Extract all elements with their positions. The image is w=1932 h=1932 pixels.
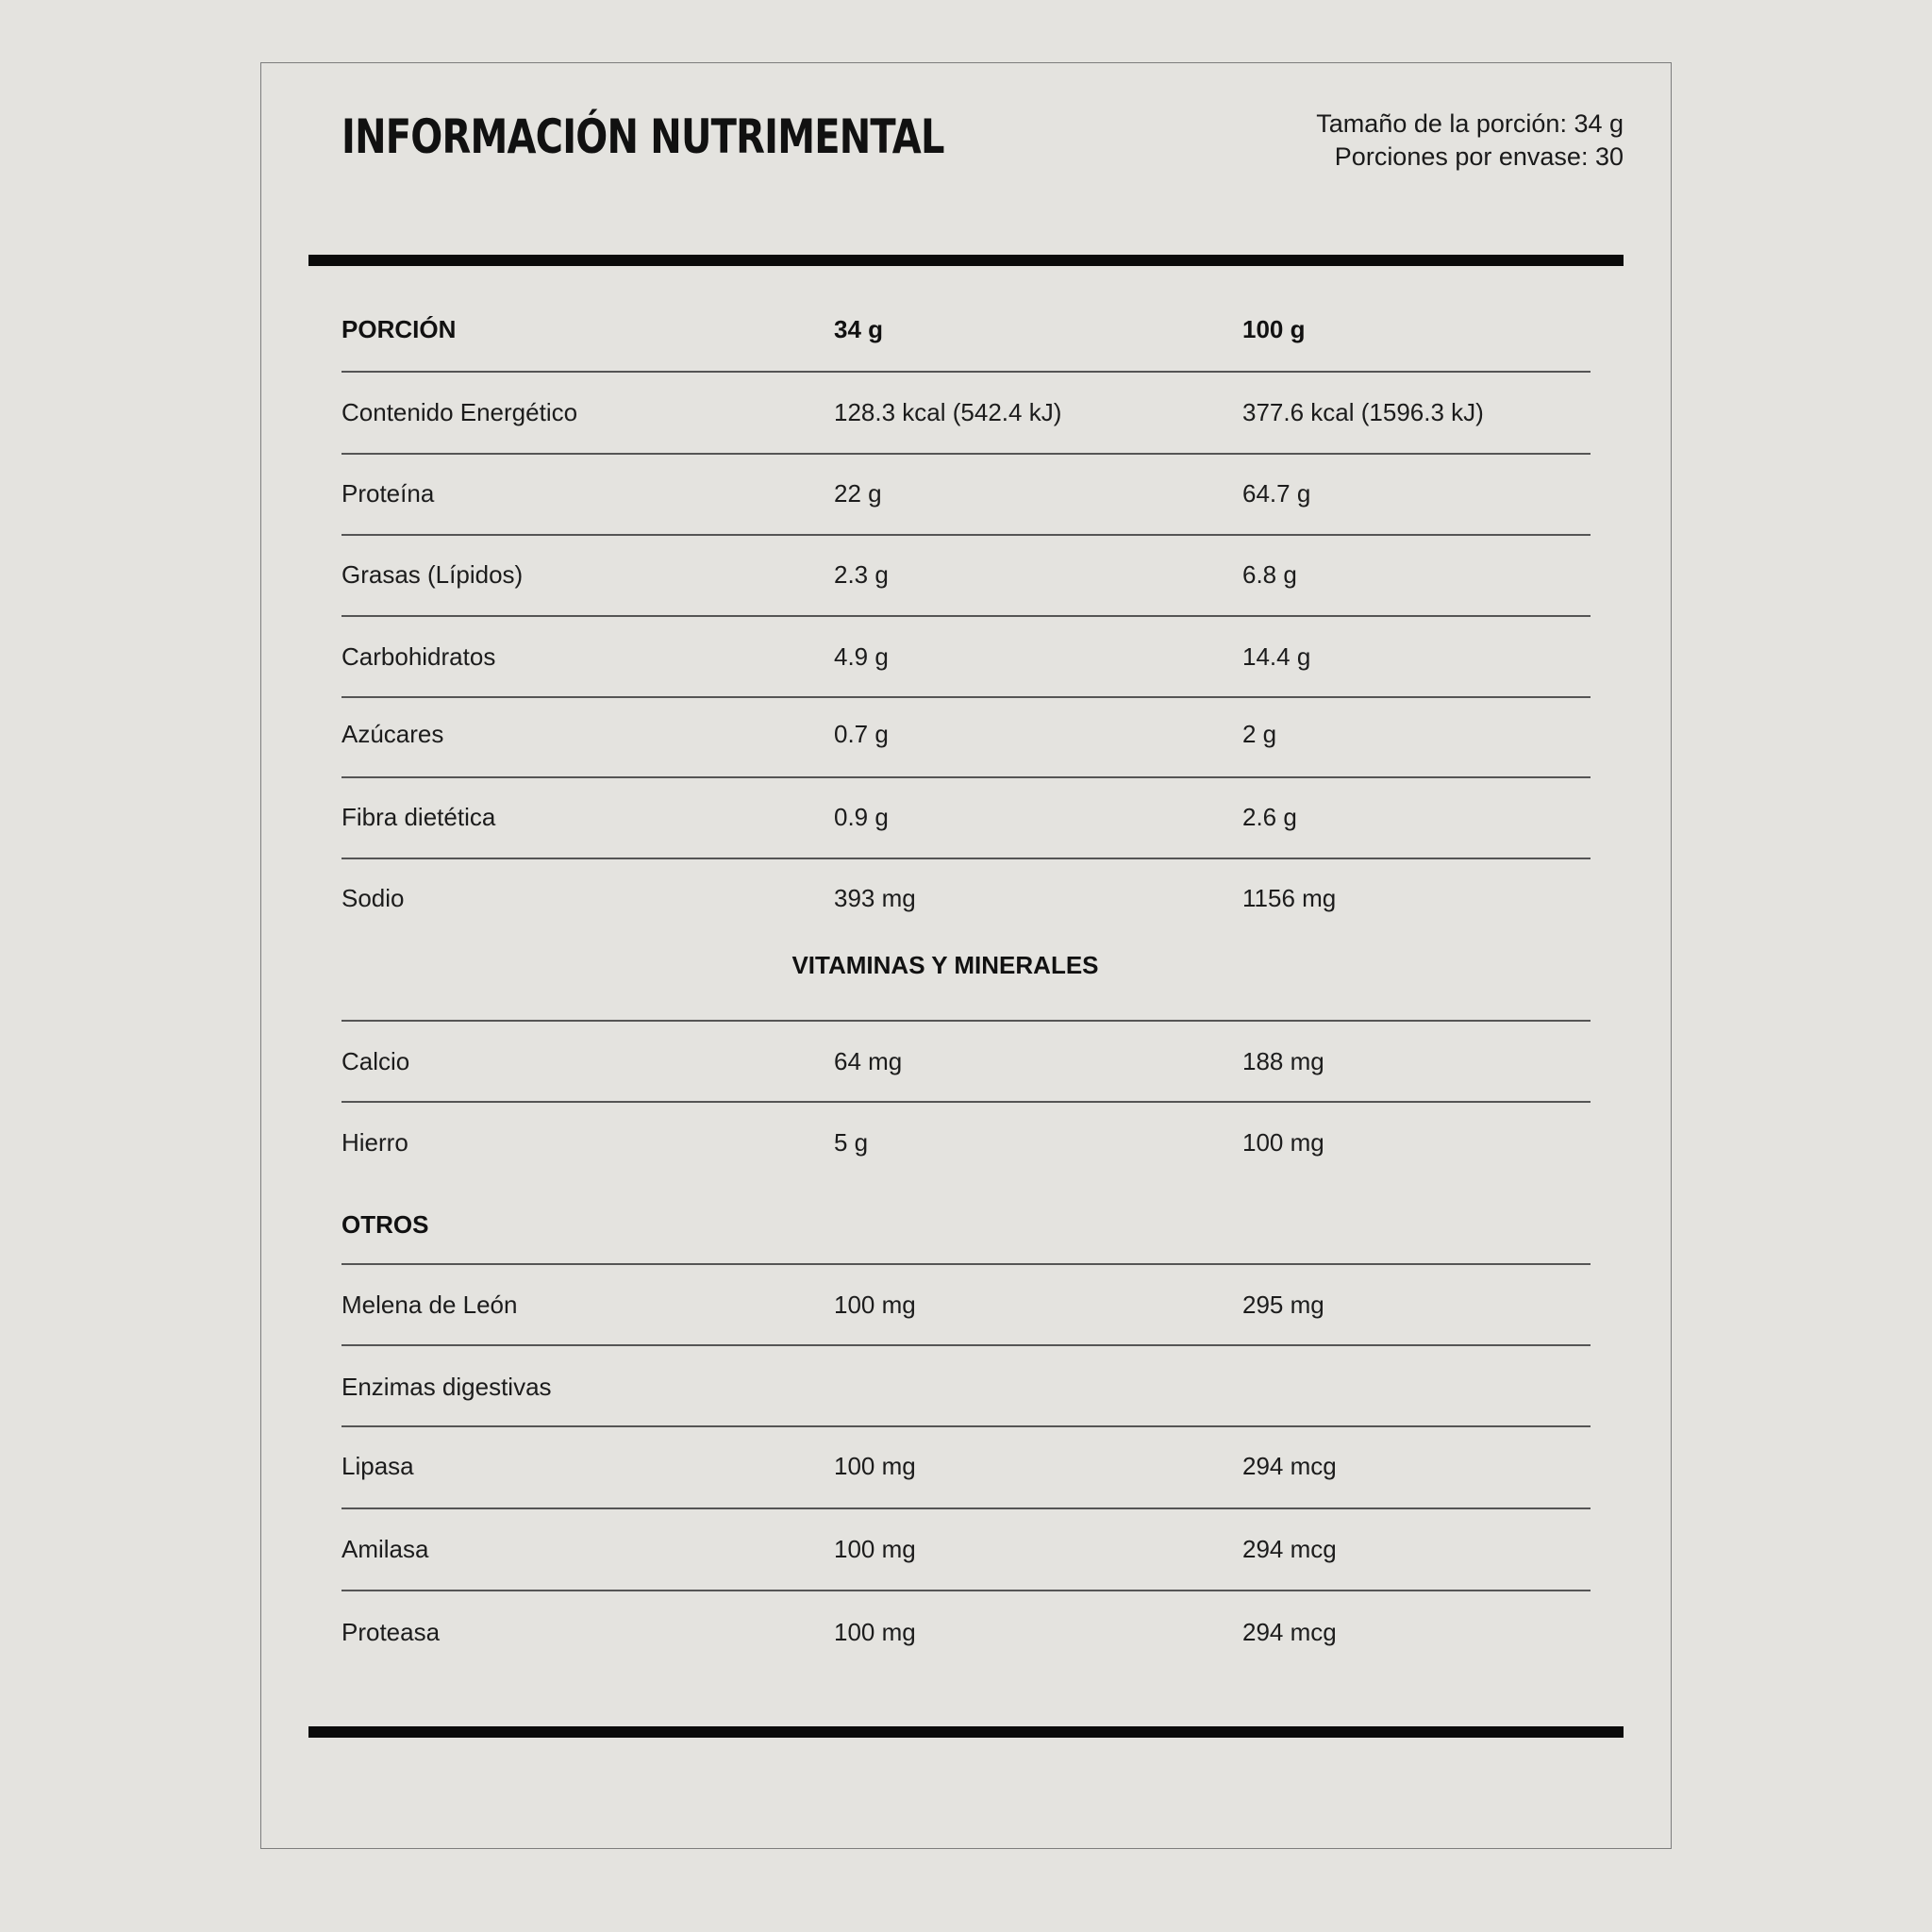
nutrient-name: Grasas (Lípidos) bbox=[341, 560, 524, 589]
vitamins-minerals-heading: VITAMINAS Y MINERALES bbox=[791, 951, 1099, 979]
nutrient-per-serving: 100 mg bbox=[834, 1535, 916, 1563]
nutrient-name: Proteína bbox=[341, 479, 435, 508]
others-heading: OTROS bbox=[341, 1210, 429, 1239]
row-divider bbox=[341, 1590, 1591, 1591]
nutrient-per-serving: 100 mg bbox=[834, 1291, 916, 1319]
nutrient-name: Amilasa bbox=[341, 1535, 429, 1563]
nutrient-name: Fibra dietética bbox=[341, 803, 496, 831]
nutrient-name: Contenido Energético bbox=[341, 398, 578, 426]
nutrient-per-100g: 14.4 g bbox=[1242, 642, 1311, 671]
nutrient-per-serving: 4.9 g bbox=[834, 642, 889, 671]
nutrient-per-serving: 0.7 g bbox=[834, 720, 889, 748]
nutrient-per-serving: 100 mg bbox=[834, 1452, 916, 1480]
nutrient-per-serving: 2.3 g bbox=[834, 560, 889, 589]
nutrient-per-serving: 128.3 kcal (542.4 kJ) bbox=[834, 398, 1062, 426]
nutrient-per-100g: 1156 mg bbox=[1242, 884, 1337, 912]
nutrient-per-100g: 100 mg bbox=[1242, 1128, 1324, 1157]
row-divider bbox=[341, 1507, 1591, 1509]
nutrient-per-serving: 100 mg bbox=[834, 1618, 916, 1646]
row-divider bbox=[341, 1101, 1591, 1103]
nutrient-per-100g: 6.8 g bbox=[1242, 560, 1297, 589]
row-divider bbox=[341, 696, 1591, 698]
row-divider bbox=[341, 1344, 1591, 1346]
serving-size-text: Tamaño de la porción: 34 g bbox=[1316, 109, 1624, 138]
row-divider bbox=[341, 1263, 1591, 1265]
row-divider bbox=[341, 776, 1591, 778]
bottom-thick-rule bbox=[308, 1726, 1624, 1738]
nutrient-name: Carbohidratos bbox=[341, 642, 496, 671]
row-divider bbox=[341, 1425, 1591, 1427]
row-divider bbox=[341, 371, 1591, 373]
column-header-per-serving: 34 g bbox=[834, 315, 884, 343]
row-divider bbox=[341, 453, 1591, 455]
serving-info bbox=[1316, 108, 1624, 174]
nutrient-per-100g: 188 mg bbox=[1242, 1047, 1324, 1075]
nutrient-name: Enzimas digestivas bbox=[341, 1373, 552, 1401]
nutrient-per-100g: 295 mg bbox=[1242, 1291, 1324, 1319]
nutrient-name: Azúcares bbox=[341, 720, 444, 748]
nutrient-per-serving: 22 g bbox=[834, 479, 882, 508]
nutrient-per-serving: 5 g bbox=[834, 1128, 869, 1157]
nutrient-per-100g: 2 g bbox=[1242, 720, 1277, 748]
nutrient-per-100g: 377.6 kcal (1596.3 kJ) bbox=[1242, 398, 1484, 426]
nutrient-per-100g: 294 mcg bbox=[1242, 1618, 1337, 1646]
nutrient-per-serving: 64 mg bbox=[834, 1047, 903, 1075]
nutrient-per-100g: 294 mcg bbox=[1242, 1452, 1337, 1480]
nutrient-per-serving: 0.9 g bbox=[834, 803, 889, 831]
nutrient-per-100g: 294 mcg bbox=[1242, 1535, 1337, 1563]
row-divider bbox=[341, 615, 1591, 617]
nutrient-per-serving: 393 mg bbox=[834, 884, 916, 912]
nutrient-name: Calcio bbox=[341, 1047, 410, 1075]
nutrient-name: Hierro bbox=[341, 1128, 408, 1157]
nutrient-per-100g: 2.6 g bbox=[1242, 803, 1297, 831]
label-title: INFORMACIÓN NUTRIMENTAL bbox=[341, 109, 944, 164]
nutrient-name: Proteasa bbox=[341, 1618, 441, 1646]
row-divider bbox=[341, 534, 1591, 536]
column-header-per-100g: 100 g bbox=[1242, 315, 1306, 343]
servings-per-container-text: Porciones por envase: 30 bbox=[1334, 142, 1624, 171]
nutrient-name: Sodio bbox=[341, 884, 405, 912]
nutrient-name: Lipasa bbox=[341, 1452, 414, 1480]
column-header-portion: PORCIÓN bbox=[341, 315, 457, 343]
row-divider bbox=[341, 1020, 1591, 1022]
top-thick-rule bbox=[308, 255, 1624, 266]
nutrient-per-100g: 64.7 g bbox=[1242, 479, 1311, 508]
row-divider bbox=[341, 858, 1591, 859]
nutrient-name: Melena de León bbox=[341, 1291, 518, 1319]
